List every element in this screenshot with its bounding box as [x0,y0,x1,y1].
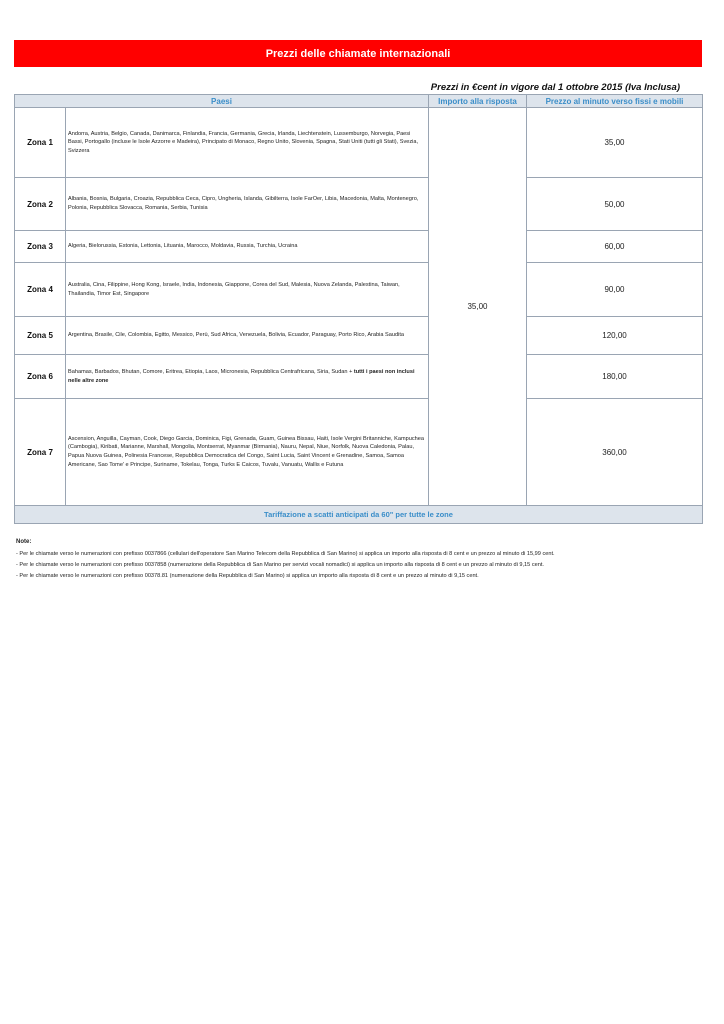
zone-countries [66,355,429,399]
zone-countries-emphasis: tutti i paesi non inclusi nelle altre zone [68,368,415,384]
zone-price: 180,00 [527,355,703,399]
price-table [14,94,703,524]
zone-countries: Algeria, Bielorussia, Estonia, Lettonia, Lituania, Marocco, Moldavia, Russia, Turchia, Ucraina [66,231,429,263]
column-header-answer-fee: Importo alla risposta [429,95,527,108]
notes-title: Note: [16,539,32,545]
zone-label: Zona 6 [15,355,66,399]
column-header-countries: Paesi [15,95,429,108]
zone-label: Zona 1 [15,108,66,178]
note-item: - Per le chiamate verso le numerazioni con prefisso 0037866 (cellulari dell'operatore San Marino Telecom della Repubblica di San Marino) si applica un importo alla risposta di 8 cent e un prezzo al minuto di 15,99 cent. [16,550,555,557]
zone-label: Zona 7 [15,399,66,506]
zone-price: 50,00 [527,178,703,231]
table-row-zona-3 [15,231,703,263]
notes-section [16,537,555,581]
note-item: - Per le chiamate verso le numerazioni con prefisso 0037858 (numerazione della Repubblica di San Marino per servizi vocali nomadici) si applica un importo alla risposta di 8 cent e un prezzo al minuto di 9,15 cent. [16,561,544,568]
zone-label: Zona 2 [15,178,66,231]
zone-label: Zona 5 [15,317,66,355]
page-title: Prezzi delle chiamate internazionali [265,47,451,60]
billing-note: Tariffazione a scatti anticipati da 60" per tutte le zone [15,506,703,524]
zone-countries-text: Bahamas, Barbados, Bhutan, Comore, Eritrea, Etiopia, Laos, Micronesia, Repubblica Centrafricana, Siria, Sudan + [68,368,354,375]
page-title-banner [14,40,702,67]
table-row-zona-7 [15,399,703,506]
table-row-zona-2 [15,178,703,231]
table-row-zona-5 [15,317,703,355]
table-footer-row [15,506,703,524]
answer-fee-value: 35,00 [429,108,527,506]
zone-countries: Andorra, Austria, Belgio, Canada, Danimarca, Finlandia, Francia, Germania, Grecia, Irlanda, Liechtenstein, Lussemburgo, Norvegia, Paesi Bassi, Portogallo (incluse le Isole Azzorre e Madeira), Principato di Monaco, Regno Unito, Slovenia, Spagna, Stati Uniti (tutti gli Stati), Svezia, Svizzera [66,108,429,178]
zone-price: 120,00 [527,317,703,355]
table-row-zona-4 [15,263,703,317]
table-header-row [15,95,703,108]
zone-price: 360,00 [527,399,703,506]
table-row-zona-1 [15,108,703,178]
zone-price: 90,00 [527,263,703,317]
zone-label: Zona 3 [15,231,66,263]
validity-note: Prezzi in €cent in vigore dal 1 ottobre 2015 (Iva Inclusa) [430,82,680,93]
zone-countries: Australia, Cina, Filippine, Hong Kong, Israele, India, Indonesia, Giappone, Corea del Sud, Malesia, Nuova Zelanda, Palestina, Taiwan, Thailandia, Timor Est, Singapore [66,263,429,317]
column-header-per-minute: Prezzo al minuto verso fissi e mobili [527,95,703,108]
zone-countries: Albania, Bosnia, Bulgaria, Croazia, Repubblica Ceca, Cipro, Ungheria, Islanda, Gibilterra, Isole FarOer, Libia, Macedonia, Malta, Montenegro, Polonia, Repubblica Slovacca, Romania, Serbia, Tunisia [66,178,429,231]
zone-price: 35,00 [527,108,703,178]
zone-countries: Argentina, Brasile, Cile, Colombia, Egitto, Messico, Perù, Sud Africa, Venezuela, Bolivia, Ecuador, Paraguay, Porto Rico, Arabia Saudita [66,317,429,355]
zone-price: 60,00 [527,231,703,263]
table-row-zona-6 [15,355,703,399]
zone-label: Zona 4 [15,263,66,317]
note-item: - Per le chiamate verso le numerazioni con prefisso 00378.81 (numerazione della Repubblica di San Marino) si applica un importo alla risposta di 8 cent e un prezzo al minuto di 9,15 cent. [16,572,479,579]
zone-countries: Ascension, Anguilla, Cayman, Cook, Diego Garcia, Dominica, Figi, Grenada, Guam, Guinea Bissau, Haiti, Isole Vergini Britanniche, Kampuchea (Cambogia), Kiribati, Marianne, Marshall, Mongolia, Montserrat, Myanmar (Birmania), Nauru, Nepal, Niue, Norfolk, Nuova Caledonia, Palau, Papua Nuova Guinea, Polinesia Francese, Repubblica Democratica del Congo, Saint Lucia, Saint Vincent e Grenadine, Samoa, Samoa Americane, Sao Tome' e Principe, Suriname, Tokelau, Tonga, Turks E Caicos, Tuvalu, Vanuatu, Wallis e Futuna [66,399,429,506]
